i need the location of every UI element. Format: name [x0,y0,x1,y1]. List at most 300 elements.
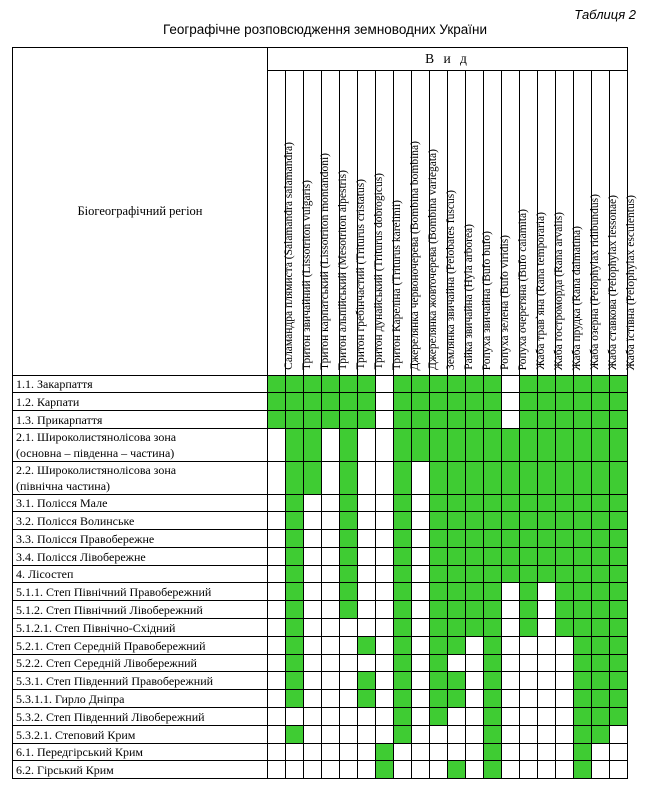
presence-cell-absent [322,495,340,512]
presence-cell-absent [304,512,322,530]
presence-cell-absent [358,619,376,637]
presence-cell-present [592,637,610,655]
presence-cell-absent [304,744,322,761]
region-name: 3.3. Полісся Правобережне [13,530,268,548]
presence-cell-absent [322,690,340,708]
presence-cell-present [394,495,412,512]
presence-cell-present [448,690,466,708]
presence-cell-present [412,429,430,462]
presence-cell-absent [358,429,376,462]
table-row [13,619,628,637]
presence-cell-absent [412,708,430,726]
presence-cell-present [304,376,322,393]
presence-cell-absent [304,495,322,512]
table-row [13,583,628,601]
presence-cell-absent [376,708,394,726]
presence-cell-absent [358,566,376,583]
presence-cell-present [484,583,502,601]
presence-cell-present [610,672,628,690]
presence-cell-absent [538,583,556,601]
presence-cell-absent [592,761,610,779]
presence-cell-absent [610,726,628,744]
presence-cell-absent [502,761,520,779]
presence-cell-absent [358,708,376,726]
species-name: Жаба гостроморда (Rana arvalis) [552,211,565,370]
presence-cell-absent [268,672,286,690]
presence-cell-absent [376,601,394,619]
presence-cell-present [574,376,592,393]
presence-cell-present [502,495,520,512]
presence-cell-present [592,566,610,583]
presence-cell-present [448,619,466,637]
presence-cell-present [592,512,610,530]
presence-cell-absent [304,761,322,779]
presence-cell-absent [538,601,556,619]
presence-cell-present [592,462,610,495]
presence-cell-absent [376,393,394,411]
presence-cell-absent [340,690,358,708]
presence-cell-absent [268,637,286,655]
species-header [430,71,457,376]
presence-cell-present [610,690,628,708]
species-name: Райка звичайна (Hyla arborea) [462,224,475,370]
presence-cell-present [520,530,538,548]
presence-cell-absent [412,530,430,548]
presence-cell-absent [430,761,448,779]
presence-cell-present [466,566,484,583]
presence-cell-absent [466,690,484,708]
presence-cell-absent [556,726,574,744]
presence-cell-absent [358,512,376,530]
presence-cell-present [466,530,484,548]
presence-cell-absent [412,548,430,566]
presence-cell-absent [376,429,394,462]
region-name: 5.3.2.1. Степовий Крим [13,726,268,744]
presence-cell-present [574,655,592,672]
presence-cell-absent [520,726,538,744]
presence-cell-present [484,462,502,495]
presence-cell-present [538,495,556,512]
presence-cell-present [592,708,610,726]
presence-cell-present [358,690,376,708]
presence-cell-present [448,548,466,566]
presence-cell-present [466,583,484,601]
presence-cell-absent [376,672,394,690]
presence-cell-present [430,619,448,637]
presence-cell-present [448,429,466,462]
region-name: 5.3.1.1. Гирло Дніпра [13,690,268,708]
presence-cell-present [358,393,376,411]
presence-cell-present [520,548,538,566]
presence-cell-absent [268,761,286,779]
species-header [502,71,529,376]
region-name: 5.1.2.1. Степ Північно-Східний [13,619,268,637]
presence-cell-present [286,512,304,530]
presence-cell-present [286,462,304,495]
presence-cell-absent [358,530,376,548]
presence-cell-present [538,548,556,566]
presence-cell-present [484,637,502,655]
presence-cell-absent [340,744,358,761]
presence-cell-absent [304,726,322,744]
presence-cell-present [394,393,412,411]
presence-cell-absent [268,462,286,495]
presence-cell-present [376,744,394,761]
presence-cell-present [394,376,412,393]
presence-cell-present [340,530,358,548]
presence-cell-absent [304,601,322,619]
presence-cell-absent [556,744,574,761]
presence-cell-absent [322,462,340,495]
presence-cell-absent [322,530,340,548]
presence-cell-present [538,530,556,548]
presence-cell-present [268,393,286,411]
presence-cell-present [520,566,538,583]
presence-cell-present [484,619,502,637]
species-name: Землянка звичайна (Pelobates fuscus) [444,189,457,370]
presence-cell-present [556,583,574,601]
presence-cell-present [340,583,358,601]
presence-cell-present [484,512,502,530]
presence-cell-present [340,429,358,462]
species-header [448,71,475,376]
presence-cell-present [484,429,502,462]
presence-cell-present [358,411,376,429]
species-header [592,71,619,376]
presence-cell-absent [538,655,556,672]
presence-cell-absent [538,619,556,637]
species-name: Жаба озерна (Pelophylax ridibundus) [588,194,601,370]
presence-cell-present [574,726,592,744]
species-name: Джерелянка жовточерева (Bombina variegata) [426,149,439,370]
presence-cell-absent [556,761,574,779]
presence-cell-absent [340,655,358,672]
presence-cell-absent [322,744,340,761]
presence-cell-absent [340,761,358,779]
presence-cell-absent [448,655,466,672]
table-row [13,512,628,530]
presence-cell-absent [502,672,520,690]
presence-cell-present [322,376,340,393]
presence-cell-absent [466,672,484,690]
presence-cell-present [448,530,466,548]
presence-cell-absent [304,672,322,690]
region-name: 1.3. Прикарпаття [13,411,268,429]
presence-cell-present [394,512,412,530]
presence-cell-present [286,566,304,583]
presence-cell-absent [466,761,484,779]
presence-cell-present [592,393,610,411]
species-name: Жаба прудка (Rana dalmatina) [570,225,583,370]
presence-cell-present [286,690,304,708]
presence-cell-present [592,530,610,548]
presence-cell-present [520,619,538,637]
presence-cell-present [304,411,322,429]
presence-cell-absent [502,393,520,411]
presence-cell-absent [610,744,628,761]
region-name: 5.3.1. Степ Південний Правобережний [13,672,268,690]
presence-cell-present [286,637,304,655]
presence-cell-present [574,566,592,583]
presence-cell-present [574,761,592,779]
presence-cell-absent [466,637,484,655]
presence-cell-absent [322,548,340,566]
presence-cell-absent [268,530,286,548]
page-title: Географічне розповсюдження земноводних України [162,22,488,37]
presence-cell-absent [538,761,556,779]
region-name: 2.1. Широколистянолісова зона (основна – південна – частина) [13,429,268,462]
species-name: Джерелянка червоночерева (Bombina bombina) [408,140,421,370]
presence-cell-absent [268,583,286,601]
table-row [13,393,628,411]
presence-cell-absent [358,655,376,672]
presence-cell-present [394,583,412,601]
presence-cell-present [430,548,448,566]
presence-cell-present [610,530,628,548]
presence-cell-absent [376,583,394,601]
table-row [13,495,628,512]
presence-cell-present [556,376,574,393]
presence-cell-present [268,411,286,429]
presence-cell-present [592,726,610,744]
presence-cell-present [448,761,466,779]
presence-cell-present [340,512,358,530]
presence-cell-present [430,495,448,512]
table-row [13,690,628,708]
presence-cell-present [448,462,466,495]
table-row [13,566,628,583]
presence-cell-absent [322,761,340,779]
presence-cell-absent [412,495,430,512]
presence-cell-present [484,708,502,726]
presence-cell-present [430,672,448,690]
table-row [13,601,628,619]
species-name: Тритон звичайний (Lissotriton vulgaris) [300,179,313,370]
presence-cell-absent [412,690,430,708]
presence-cell-present [574,744,592,761]
presence-cell-present [394,708,412,726]
species-header [610,71,637,376]
species-name: Тритон дунайський (Triturus dobrogicus) [372,173,385,370]
species-name: Жаба трав`яна (Rana temporaria) [534,212,547,370]
presence-cell-absent [610,761,628,779]
presence-cell-absent [358,744,376,761]
presence-cell-present [520,376,538,393]
presence-cell-absent [322,601,340,619]
presence-cell-present [340,411,358,429]
presence-cell-present [556,462,574,495]
presence-cell-present [448,637,466,655]
presence-cell-absent [322,655,340,672]
presence-cell-absent [340,726,358,744]
presence-cell-present [286,619,304,637]
species-header [412,71,439,376]
table-row [13,462,628,495]
presence-cell-present [556,429,574,462]
presence-cell-present [466,462,484,495]
presence-cell-present [358,672,376,690]
presence-cell-absent [376,495,394,512]
presence-cell-absent [520,690,538,708]
presence-cell-absent [412,637,430,655]
presence-cell-absent [376,411,394,429]
presence-cell-absent [502,708,520,726]
presence-cell-present [502,530,520,548]
presence-cell-present [430,583,448,601]
presence-cell-present [556,548,574,566]
presence-cell-present [358,376,376,393]
presence-cell-present [394,429,412,462]
presence-cell-absent [304,690,322,708]
presence-cell-absent [304,566,322,583]
presence-cell-present [538,411,556,429]
presence-cell-present [556,495,574,512]
presence-cell-absent [592,744,610,761]
presence-cell-present [304,462,322,495]
presence-cell-absent [304,548,322,566]
table-row [13,429,628,462]
presence-cell-present [592,583,610,601]
presence-cell-present [538,376,556,393]
presence-cell-absent [448,708,466,726]
presence-cell-absent [322,672,340,690]
presence-cell-absent [358,462,376,495]
region-name: 1.2. Карпати [13,393,268,411]
presence-cell-present [430,601,448,619]
presence-cell-absent [538,637,556,655]
region-name: 5.2.2. Степ Середній Лівобережний [13,655,268,672]
presence-cell-present [466,393,484,411]
presence-cell-absent [358,495,376,512]
species-header [322,71,349,376]
presence-cell-present [340,548,358,566]
presence-cell-absent [502,583,520,601]
presence-cell-present [592,690,610,708]
presence-cell-present [502,462,520,495]
presence-cell-present [538,393,556,411]
presence-cell-present [340,376,358,393]
presence-cell-absent [268,744,286,761]
presence-cell-absent [520,744,538,761]
presence-cell-absent [430,744,448,761]
presence-cell-present [610,376,628,393]
presence-cell-present [304,393,322,411]
presence-cell-present [448,601,466,619]
presence-cell-absent [538,690,556,708]
presence-cell-present [394,566,412,583]
presence-cell-present [448,495,466,512]
presence-cell-absent [538,708,556,726]
species-header [556,71,583,376]
presence-cell-present [502,512,520,530]
presence-cell-present [592,548,610,566]
presence-cell-absent [412,761,430,779]
region-column-header: Біогеографічний регіон [13,48,268,376]
species-name: Жаба ставкова (Pelophylax lessonae) [606,194,619,370]
presence-cell-present [484,655,502,672]
species-name: Жаба їстівна (Pelophylax esculentus) [624,194,637,370]
presence-cell-present [538,566,556,583]
presence-cell-present [538,462,556,495]
presence-cell-absent [394,744,412,761]
presence-cell-present [574,411,592,429]
presence-cell-absent [520,655,538,672]
species-header [304,71,331,376]
presence-cell-present [484,690,502,708]
presence-cell-absent [556,708,574,726]
presence-cell-absent [520,761,538,779]
table-row [13,708,628,726]
species-header [340,71,367,376]
presence-cell-present [574,708,592,726]
presence-cell-absent [502,601,520,619]
presence-cell-present [340,462,358,495]
presence-cell-present [538,429,556,462]
presence-cell-present [592,429,610,462]
presence-cell-present [430,376,448,393]
presence-cell-present [556,393,574,411]
presence-cell-present [376,761,394,779]
presence-cell-absent [538,672,556,690]
presence-cell-present [484,566,502,583]
presence-cell-present [592,619,610,637]
presence-cell-present [610,548,628,566]
presence-cell-present [556,619,574,637]
presence-cell-absent [412,655,430,672]
presence-cell-present [466,376,484,393]
presence-cell-present [574,672,592,690]
presence-cell-present [394,530,412,548]
presence-cell-present [520,393,538,411]
presence-cell-absent [340,672,358,690]
header-row-1 [13,48,628,71]
presence-cell-absent [502,376,520,393]
presence-cell-present [448,376,466,393]
presence-cell-present [286,429,304,462]
species-name: Тритон карпатський (Lissotriton montandoni) [318,153,331,370]
presence-cell-present [340,601,358,619]
presence-cell-present [610,583,628,601]
presence-cell-present [286,530,304,548]
presence-cell-present [430,566,448,583]
table-row [13,637,628,655]
presence-cell-absent [322,619,340,637]
presence-cell-present [466,495,484,512]
presence-cell-present [430,655,448,672]
species-name: Ропуха звичайна (Bufo bufo) [480,230,493,370]
species-header [394,71,421,376]
region-name: 1.1. Закарпаття [13,376,268,393]
presence-cell-present [484,726,502,744]
species-header [538,71,565,376]
presence-cell-present [430,393,448,411]
presence-cell-present [484,761,502,779]
presence-cell-present [610,495,628,512]
presence-cell-present [394,462,412,495]
presence-cell-absent [322,566,340,583]
table-row [13,655,628,672]
presence-cell-present [394,601,412,619]
presence-cell-absent [502,726,520,744]
species-group-header: В и д [268,48,628,71]
presence-cell-present [556,512,574,530]
presence-cell-present [610,637,628,655]
presence-cell-present [502,548,520,566]
presence-cell-present [574,429,592,462]
presence-cell-absent [304,619,322,637]
region-name: 3.4. Полісся Лівобережне [13,548,268,566]
presence-cell-present [358,637,376,655]
